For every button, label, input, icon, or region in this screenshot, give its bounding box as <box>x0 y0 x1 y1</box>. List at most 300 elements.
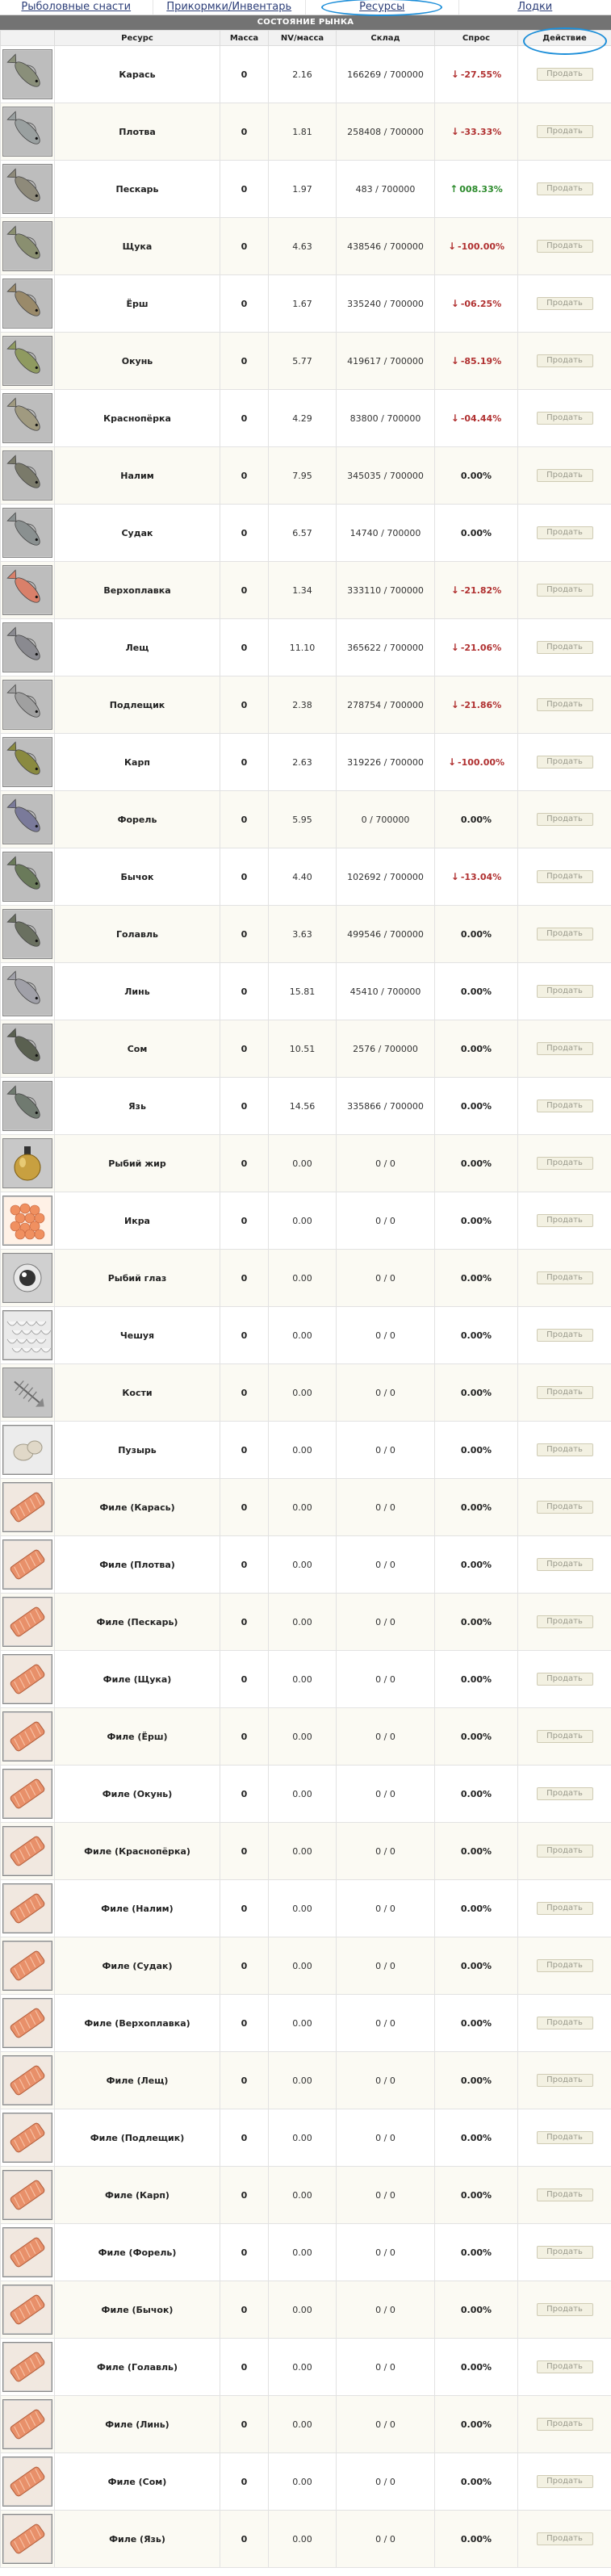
resource-name: Рыбий жир <box>55 1135 220 1192</box>
fish-icon <box>2 852 52 902</box>
tab-fishing-tackle[interactable]: Рыболовные снасти <box>0 0 153 15</box>
fillet-icon <box>2 1883 52 1933</box>
resource-demand <box>435 619 518 676</box>
resource-image-cell <box>1 1937 55 1995</box>
resource-image-cell <box>1 2167 55 2224</box>
col-mass: Масса <box>220 31 269 46</box>
resource-image-cell <box>1 1536 55 1594</box>
fillet-icon <box>2 1998 52 2048</box>
fillet-icon <box>2 2113 52 2163</box>
table-row <box>1 1020 611 1078</box>
resource-name: Судак <box>55 505 220 562</box>
demand-value: -21.82% <box>460 585 502 596</box>
demand-value: 0.00% <box>460 1043 492 1054</box>
resource-nv-mass: 11.10 <box>269 619 337 676</box>
resource-name: Филе (Подлещик) <box>55 2109 220 2167</box>
sell-button[interactable]: Продать <box>537 240 593 253</box>
sell-button[interactable]: Продать <box>537 1558 593 1571</box>
resource-name: Филе (Щука) <box>55 1651 220 1708</box>
roe-icon <box>2 1196 52 1246</box>
table-row <box>1 1536 611 1594</box>
resource-mass: 0 <box>220 2511 269 2568</box>
resource-mass: 0 <box>220 1823 269 1880</box>
arrow-up-icon: ↑ <box>450 183 458 195</box>
sell-button[interactable]: Продать <box>537 2017 593 2029</box>
demand-value: -33.33% <box>460 127 502 137</box>
resource-stock: 345035 / 700000 <box>337 447 435 505</box>
resource-mass: 0 <box>220 1307 269 1364</box>
resource-mass: 0 <box>220 161 269 218</box>
demand-value: -04.44% <box>460 413 502 424</box>
tab-boats[interactable]: Лодки <box>517 1 553 13</box>
resource-mass: 0 <box>220 848 269 906</box>
resource-mass: 0 <box>220 1651 269 1708</box>
action-cell <box>518 2511 611 2568</box>
arrow-down-icon: ↓ <box>450 584 459 596</box>
scales-icon <box>2 1310 52 1360</box>
sell-button[interactable]: Продать <box>537 1615 593 1628</box>
resource-demand <box>435 1192 518 1250</box>
resource-image-cell <box>1 2281 55 2339</box>
sell-button[interactable]: Продать <box>537 526 593 539</box>
resource-mass: 0 <box>220 1880 269 1937</box>
table-row <box>1 2052 611 2109</box>
resource-mass: 0 <box>220 1479 269 1536</box>
demand-value: 0.00% <box>460 1673 492 1685</box>
resource-image-cell <box>1 447 55 505</box>
action-cell <box>518 963 611 1020</box>
resource-demand <box>435 161 518 218</box>
table-row <box>1 963 611 1020</box>
sell-button[interactable]: Продать <box>537 297 593 310</box>
demand-value: 0.00% <box>460 1100 492 1112</box>
resource-name: Филе (Судак) <box>55 1937 220 1995</box>
resource-mass: 0 <box>220 1078 269 1135</box>
fish-icon <box>2 909 52 959</box>
sell-button[interactable]: Продать <box>537 985 593 998</box>
resource-mass: 0 <box>220 2339 269 2396</box>
action-cell <box>518 1135 611 1192</box>
demand-value: 0.00% <box>460 1731 492 1742</box>
resource-demand <box>435 734 518 791</box>
table-row <box>1 562 611 619</box>
table-row <box>1 1364 611 1422</box>
resource-stock: 0 / 0 <box>337 2453 435 2511</box>
sell-button[interactable]: Продать <box>537 2246 593 2259</box>
resource-name: Филе (Карп) <box>55 2167 220 2224</box>
resource-name: Лещ <box>55 619 220 676</box>
sell-button[interactable]: Продать <box>537 2131 593 2144</box>
resource-name: Филе (Ёрш) <box>55 1708 220 1766</box>
sell-button[interactable]: Продать <box>537 641 593 654</box>
resource-image-cell <box>1 791 55 848</box>
resource-stock: 335240 / 700000 <box>337 275 435 333</box>
resource-mass: 0 <box>220 1536 269 1594</box>
demand-value: -21.06% <box>460 643 502 653</box>
action-cell <box>518 2052 611 2109</box>
sell-button[interactable]: Продать <box>537 1730 593 1743</box>
resource-name: Икра <box>55 1192 220 1250</box>
sell-button[interactable]: Продать <box>537 1443 593 1456</box>
fillet-icon <box>2 2227 52 2277</box>
action-cell <box>518 1766 611 1823</box>
resource-nv-mass: 0.00 <box>269 2396 337 2453</box>
resource-name: Окунь <box>55 333 220 390</box>
fillet-icon <box>2 1941 52 1991</box>
action-cell <box>518 1823 611 1880</box>
action-cell <box>518 562 611 619</box>
demand-value: 0.00% <box>460 1215 492 1226</box>
resource-name: Подлещик <box>55 676 220 734</box>
table-row <box>1 1766 611 1823</box>
fillet-icon <box>2 1826 52 1876</box>
resource-image-cell <box>1 1823 55 1880</box>
resource-image-cell <box>1 1708 55 1766</box>
fillet-icon <box>2 1597 52 1647</box>
resource-name: Карась <box>55 46 220 103</box>
bladder-icon <box>2 1425 52 1475</box>
resource-mass: 0 <box>220 1020 269 1078</box>
resource-image-cell <box>1 1479 55 1536</box>
sell-button[interactable]: Продать <box>537 584 593 597</box>
resource-stock: 0 / 0 <box>337 2167 435 2224</box>
sell-button[interactable]: Продать <box>537 2475 593 2488</box>
table-row <box>1 906 611 963</box>
sell-button[interactable]: Продать <box>537 1501 593 1514</box>
action-cell <box>518 1020 611 1078</box>
resource-image-cell <box>1 161 55 218</box>
fish-eye-icon <box>2 1253 52 1303</box>
resource-name: Филе (Сом) <box>55 2453 220 2511</box>
resource-stock: 0 / 0 <box>337 2052 435 2109</box>
sell-button[interactable]: Продать <box>537 1157 593 1170</box>
action-cell <box>518 1422 611 1479</box>
sell-button[interactable]: Продать <box>537 1271 593 1284</box>
sell-button[interactable]: Продать <box>537 2189 593 2201</box>
action-cell <box>518 46 611 103</box>
table-row <box>1 447 611 505</box>
resource-name: Филе (Бычок) <box>55 2281 220 2339</box>
demand-value: 0.00% <box>460 1788 492 1799</box>
resource-stock: 0 / 0 <box>337 2511 435 2568</box>
arrow-down-icon: ↓ <box>447 241 456 252</box>
resource-demand <box>435 1651 518 1708</box>
resource-image-cell <box>1 2052 55 2109</box>
resource-demand <box>435 2339 518 2396</box>
demand-value: -13.04% <box>460 872 502 882</box>
action-cell <box>518 333 611 390</box>
resource-nv-mass: 5.77 <box>269 333 337 390</box>
demand-value: 0.00% <box>460 1272 492 1284</box>
col-nv-mass: NV/масса <box>269 31 337 46</box>
market-rows <box>1 46 611 2568</box>
resource-stock: 0 / 0 <box>337 1192 435 1250</box>
resource-mass: 0 <box>220 2281 269 2339</box>
resource-stock: 0 / 0 <box>337 1536 435 1594</box>
resource-name: Ёрш <box>55 275 220 333</box>
sell-button[interactable]: Продать <box>537 928 593 940</box>
resource-demand <box>435 103 518 161</box>
resource-stock: 0 / 0 <box>337 1135 435 1192</box>
sell-button[interactable]: Продать <box>537 1787 593 1800</box>
resource-nv-mass: 0.00 <box>269 2167 337 2224</box>
resource-mass: 0 <box>220 1192 269 1250</box>
resource-mass: 0 <box>220 619 269 676</box>
bones-icon <box>2 1368 52 1418</box>
resource-nv-mass: 0.00 <box>269 1479 337 1536</box>
resource-mass: 0 <box>220 390 269 447</box>
sell-button[interactable]: Продать <box>537 698 593 711</box>
resource-image-cell <box>1 1364 55 1422</box>
action-cell <box>518 1995 611 2052</box>
resource-nv-mass: 0.00 <box>269 2109 337 2167</box>
resource-stock: 0 / 0 <box>337 1880 435 1937</box>
sell-button[interactable]: Продать <box>537 1214 593 1227</box>
fish-icon <box>2 49 52 99</box>
resource-image-cell <box>1 848 55 906</box>
sell-button[interactable]: Продать <box>537 354 593 367</box>
action-cell <box>518 2109 611 2167</box>
demand-value: -27.55% <box>460 69 502 80</box>
table-row <box>1 1651 611 1708</box>
resource-demand <box>435 848 518 906</box>
resource-mass: 0 <box>220 791 269 848</box>
sell-button[interactable]: Продать <box>537 469 593 482</box>
sell-button[interactable]: Продать <box>537 2303 593 2316</box>
resource-stock: 0 / 0 <box>337 1250 435 1307</box>
table-row <box>1 1250 611 1307</box>
resource-name: Филе (Язь) <box>55 2511 220 2568</box>
resource-name: Филе (Голавль) <box>55 2339 220 2396</box>
resource-image-cell <box>1 1594 55 1651</box>
table-row <box>1 791 611 848</box>
resource-stock: 333110 / 700000 <box>337 562 435 619</box>
action-cell <box>518 505 611 562</box>
table-row <box>1 1594 611 1651</box>
demand-value: -100.00% <box>458 241 505 252</box>
resource-stock: 278754 / 700000 <box>337 676 435 734</box>
demand-value: 0.00% <box>460 986 492 997</box>
demand-value: 0.00% <box>460 1387 492 1398</box>
tab-resources[interactable] <box>306 0 459 15</box>
table-row <box>1 1880 611 1937</box>
sell-button[interactable]: Продать <box>537 1100 593 1112</box>
resource-name: Язь <box>55 1078 220 1135</box>
action-cell <box>518 1192 611 1250</box>
demand-value: 0.00% <box>460 527 492 538</box>
resource-stock: 45410 / 700000 <box>337 963 435 1020</box>
resource-nv-mass: 6.57 <box>269 505 337 562</box>
demand-value: -100.00% <box>458 757 505 768</box>
resource-image-cell <box>1 390 55 447</box>
col-stock: Склад <box>337 31 435 46</box>
resource-stock: 0 / 0 <box>337 1364 435 1422</box>
resource-mass: 0 <box>220 333 269 390</box>
resource-nv-mass: 0.00 <box>269 1880 337 1937</box>
market-table <box>0 30 611 2568</box>
sell-button[interactable]: Продать <box>537 125 593 138</box>
resource-demand <box>435 1250 518 1307</box>
resource-stock: 0 / 0 <box>337 1422 435 1479</box>
demand-value: -21.86% <box>460 700 502 710</box>
table-row <box>1 1479 611 1536</box>
table-row <box>1 2396 611 2453</box>
resource-nv-mass: 4.29 <box>269 390 337 447</box>
resource-demand <box>435 2109 518 2167</box>
resource-name: Чешуя <box>55 1307 220 1364</box>
sell-button[interactable]: Продать <box>537 756 593 769</box>
table-row <box>1 2453 611 2511</box>
table-header-row <box>1 31 611 46</box>
table-row <box>1 1823 611 1880</box>
resource-demand <box>435 2511 518 2568</box>
resource-nv-mass: 1.34 <box>269 562 337 619</box>
resource-image-cell <box>1 906 55 963</box>
fish-icon <box>2 221 52 271</box>
demand-value: 0.00% <box>460 2189 492 2201</box>
fillet-icon <box>2 1539 52 1590</box>
resource-image-cell <box>1 2511 55 2568</box>
resource-image-cell <box>1 1135 55 1192</box>
resource-image-cell <box>1 1250 55 1307</box>
resource-name: Верхоплавка <box>55 562 220 619</box>
action-cell <box>518 2224 611 2281</box>
resource-name: Краснопёрка <box>55 390 220 447</box>
action-cell <box>518 1536 611 1594</box>
resource-stock: 0 / 0 <box>337 1479 435 1536</box>
resource-stock: 0 / 0 <box>337 1995 435 2052</box>
resource-demand <box>435 1479 518 1536</box>
fillet-icon <box>2 2055 52 2105</box>
table-row <box>1 505 611 562</box>
resource-nv-mass: 0.00 <box>269 1250 337 1307</box>
fillet-icon <box>2 1769 52 1819</box>
resource-mass: 0 <box>220 505 269 562</box>
resource-image-cell <box>1 1880 55 1937</box>
resource-demand <box>435 1766 518 1823</box>
demand-value: 0.00% <box>460 2075 492 2086</box>
resource-nv-mass: 0.00 <box>269 1594 337 1651</box>
action-cell <box>518 103 611 161</box>
resource-image-cell <box>1 103 55 161</box>
demand-value: 0.00% <box>460 1330 492 1341</box>
resource-nv-mass: 0.00 <box>269 1823 337 1880</box>
action-cell <box>518 1250 611 1307</box>
resource-nv-mass: 2.16 <box>269 46 337 103</box>
sell-button[interactable]: Продать <box>537 1329 593 1342</box>
resource-name: Филе (Лещ) <box>55 2052 220 2109</box>
table-row <box>1 1192 611 1250</box>
resource-mass: 0 <box>220 1422 269 1479</box>
resource-nv-mass: 0.00 <box>269 1651 337 1708</box>
fish-icon <box>2 1081 52 1131</box>
resource-image-cell <box>1 2224 55 2281</box>
sell-button[interactable]: Продать <box>537 2074 593 2087</box>
resource-mass: 0 <box>220 103 269 161</box>
resource-name: Рыбий глаз <box>55 1250 220 1307</box>
resource-stock: 0 / 0 <box>337 1651 435 1708</box>
resource-mass: 0 <box>220 1364 269 1422</box>
resource-stock: 166269 / 700000 <box>337 46 435 103</box>
resource-stock: 0 / 700000 <box>337 791 435 848</box>
sell-button[interactable]: Продать <box>537 68 593 81</box>
resource-image-cell <box>1 1766 55 1823</box>
action-cell <box>518 1594 611 1651</box>
fillet-icon <box>2 1654 52 1704</box>
resource-stock: 0 / 0 <box>337 1594 435 1651</box>
resource-name: Филе (Окунь) <box>55 1766 220 1823</box>
action-cell <box>518 2453 611 2511</box>
resource-name: Щука <box>55 218 220 275</box>
resource-stock: 419617 / 700000 <box>337 333 435 390</box>
arrow-down-icon: ↓ <box>450 69 459 80</box>
tab-bait-inventory[interactable]: Прикормки/Инвентарь <box>153 0 307 15</box>
sell-button[interactable]: Продать <box>537 1902 593 1915</box>
resource-mass: 0 <box>220 2109 269 2167</box>
resource-image-cell <box>1 2396 55 2453</box>
col-demand: Спрос <box>435 31 518 46</box>
sell-button[interactable]: Продать <box>537 182 593 195</box>
sell-button[interactable]: Продать <box>537 1959 593 1972</box>
sell-button[interactable]: Продать <box>537 2360 593 2373</box>
sell-button[interactable]: Продать <box>537 1845 593 1858</box>
table-row <box>1 218 611 275</box>
fish-oil-icon <box>2 1138 52 1188</box>
table-row <box>1 2339 611 2396</box>
demand-value: 0.00% <box>460 2361 492 2373</box>
resource-nv-mass: 7.95 <box>269 447 337 505</box>
resource-demand <box>435 275 518 333</box>
resource-stock: 0 / 0 <box>337 1823 435 1880</box>
resource-name: Линь <box>55 963 220 1020</box>
sell-button[interactable]: Продать <box>537 813 593 826</box>
sell-button[interactable]: Продать <box>537 870 593 883</box>
resource-nv-mass: 4.40 <box>269 848 337 906</box>
demand-value: 0.00% <box>460 1960 492 1971</box>
resource-nv-mass: 0.00 <box>269 2052 337 2109</box>
resource-name: Филе (Карась) <box>55 1479 220 1536</box>
resource-mass: 0 <box>220 275 269 333</box>
action-cell <box>518 2339 611 2396</box>
table-row <box>1 734 611 791</box>
resource-mass: 0 <box>220 1937 269 1995</box>
resource-image-cell <box>1 2339 55 2396</box>
sell-button[interactable]: Продать <box>537 2418 593 2431</box>
action-cell <box>518 2281 611 2339</box>
table-row <box>1 103 611 161</box>
sell-button[interactable]: Продать <box>537 1386 593 1399</box>
sell-button[interactable]: Продать <box>537 412 593 425</box>
demand-value: 0.00% <box>460 2533 492 2545</box>
resource-demand <box>435 2453 518 2511</box>
arrow-down-icon: ↓ <box>447 756 456 768</box>
demand-value: 0.00% <box>460 2132 492 2143</box>
table-row <box>1 1937 611 1995</box>
sell-button[interactable]: Продать <box>537 2532 593 2545</box>
resource-stock: 438546 / 700000 <box>337 218 435 275</box>
table-row <box>1 1307 611 1364</box>
resource-name: Форель <box>55 791 220 848</box>
resource-image-cell <box>1 333 55 390</box>
table-row <box>1 2224 611 2281</box>
sell-button[interactable]: Продать <box>537 1042 593 1055</box>
resource-nv-mass: 0.00 <box>269 2339 337 2396</box>
resource-image-cell <box>1 1995 55 2052</box>
demand-value: 0.00% <box>460 814 492 825</box>
fish-icon <box>2 966 52 1016</box>
sell-button[interactable]: Продать <box>537 1673 593 1686</box>
fillet-icon <box>2 2342 52 2392</box>
